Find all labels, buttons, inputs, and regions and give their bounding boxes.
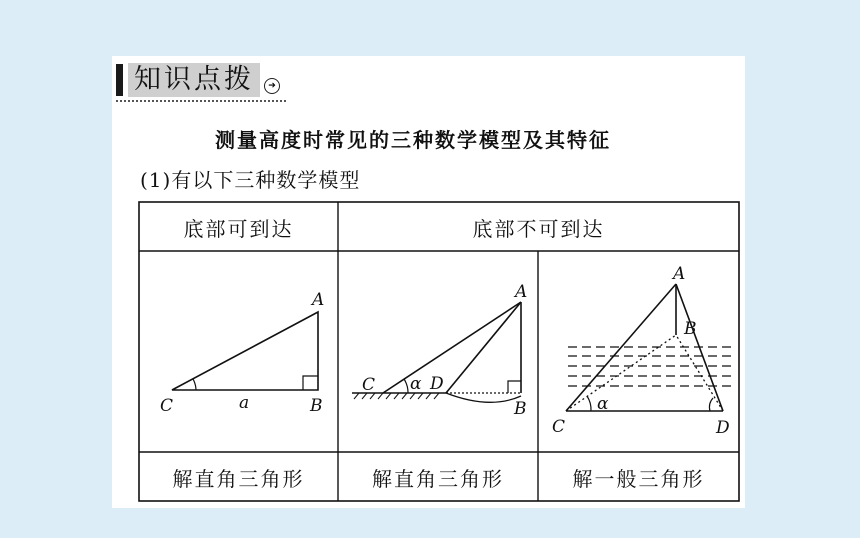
fig3-angle-arc-1	[587, 396, 591, 411]
footer-cell-1: 解直角三角形	[172, 467, 305, 491]
fig2-label-D: D	[430, 374, 444, 394]
intro-text: (1)有以下三种数学模型	[140, 168, 361, 192]
fig2-terrain-curve	[446, 393, 521, 402]
fig1-label-A: A	[312, 290, 325, 310]
figure-1	[160, 290, 324, 416]
figure-2	[352, 282, 527, 419]
fig2-label-B: B	[514, 399, 527, 419]
fig1-right-angle	[303, 376, 318, 390]
fig2-label-C: C	[362, 375, 376, 395]
fig3-label-C: C	[552, 417, 566, 437]
fig3-label-alpha: α	[597, 394, 609, 414]
fig2-right-angle	[508, 381, 521, 393]
fig1-label-a: a	[239, 393, 250, 413]
fig3-label-B: B	[684, 319, 697, 339]
fig3-label-D: D	[716, 418, 730, 438]
fig1-angle-arc	[193, 379, 196, 390]
footer-cell-3: 解一般三角形	[572, 467, 705, 491]
fig2-angle-arc	[404, 379, 408, 393]
table-frame	[139, 202, 739, 501]
fig1-triangle	[172, 312, 318, 390]
fig2-label-alpha: α	[410, 374, 422, 394]
fig3-angle-arc-2	[709, 398, 713, 411]
arrow-circle-icon: ➔	[264, 78, 280, 94]
fig3-label-A: A	[673, 264, 686, 284]
fig1-label-C: C	[160, 396, 174, 416]
fig2-label-A: A	[515, 282, 528, 302]
fig2-line-DA	[446, 302, 521, 393]
footer-cell-2: 解直角三角形	[372, 467, 504, 491]
topic-title: 测量高度时常见的三种数学模型及其特征	[215, 128, 611, 152]
figure-3	[552, 264, 736, 438]
section-title: 知识点拨	[128, 63, 260, 97]
fig1-label-B: B	[310, 396, 323, 416]
header-cell-unreachable: 底部不可到达	[472, 217, 605, 241]
header-cell-reachable: 底部可到达	[183, 217, 294, 241]
